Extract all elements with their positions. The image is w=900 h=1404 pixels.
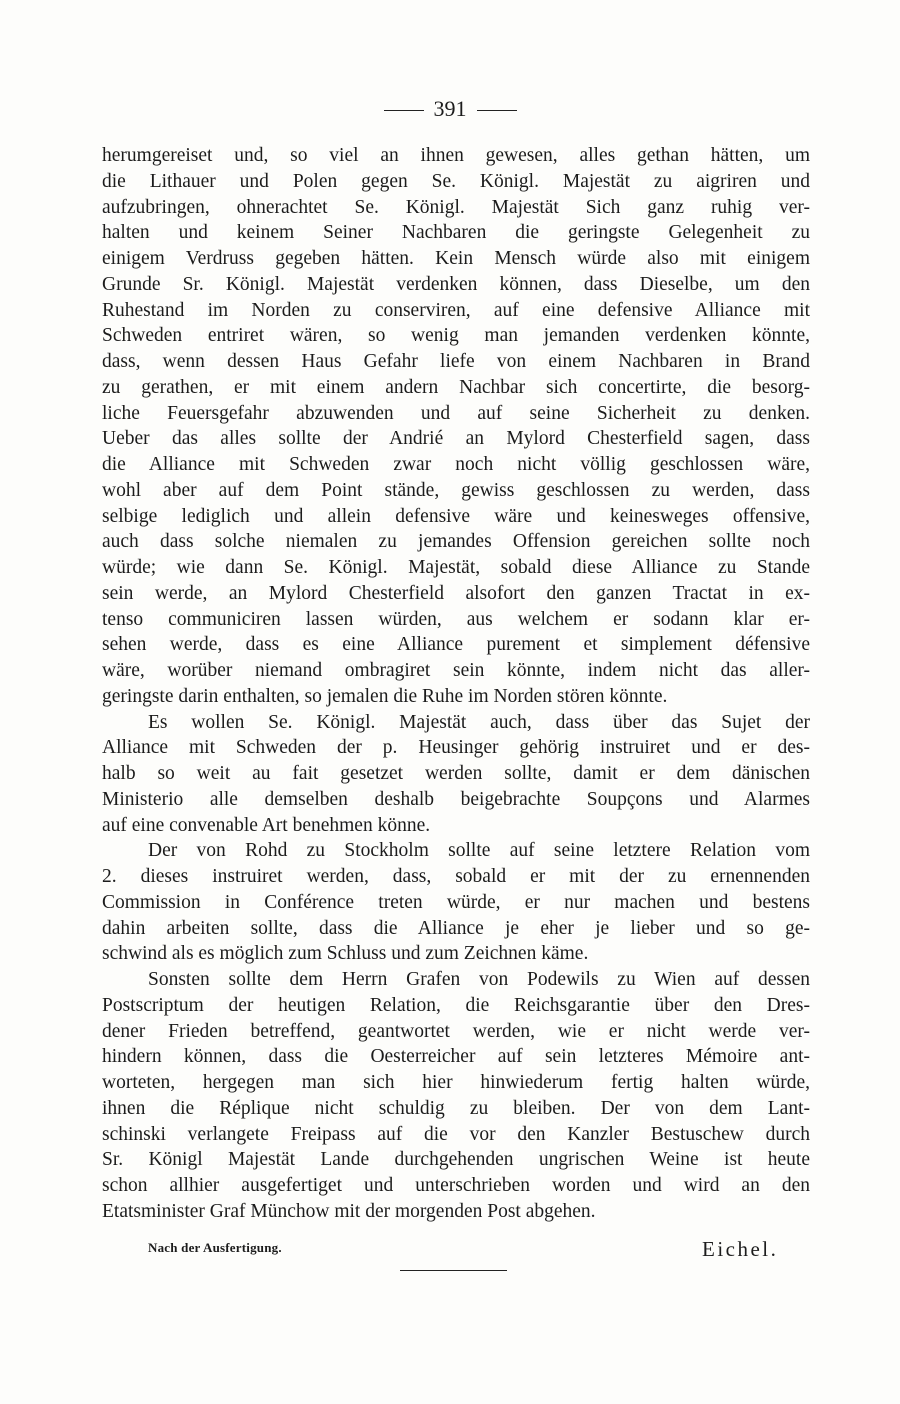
body-text	[102, 143, 810, 1225]
end-rule	[400, 1270, 507, 1271]
text-line: sehen werde, dass es eine Alliance purement et simplement défensive	[102, 634, 810, 656]
text-line: herumgereiset und, so viel an ihnen gewesen, alles gethan hätten, um	[102, 145, 810, 166]
text-line: auf eine convenable Art benehmen könne.	[102, 814, 431, 836]
text-line: Postscriptum der heutigen Relation, die Reichsgarantie über den Dres-	[102, 994, 810, 1016]
text-line: Schweden entriret wären, so wenig man jemanden verdenken könnte,	[102, 325, 810, 347]
text-line: halten und keinem Seiner Nachbaren die geringste Gelegenheit zu	[102, 222, 810, 244]
text-line: aufzubringen, ohnerachtet Se. Königl. Majestät Sich ganz ruhig ver-	[102, 196, 810, 218]
text-line: schon allhier ausgefertiget und unterschrieben worden und wird an den	[102, 1175, 810, 1196]
text-line: ihnen die Réplique nicht schuldig zu bleiben. Der von dem Lant-	[102, 1097, 810, 1119]
text-line: worteten, hergegen man sich hier hinwiederum fertig halten würde,	[102, 1072, 810, 1093]
header-dash-left	[384, 110, 424, 111]
text-line: Ueber das alles sollte der Andrié an Mylord Chesterfield sagen, dass	[102, 428, 810, 450]
text-line: Alliance mit Schweden der p. Heusinger gehörig instruiret und er des-	[102, 737, 810, 759]
text-line: wohl aber auf dem Point stände, gewiss geschlossen zu werden, dass	[102, 479, 810, 501]
text-line: selbige lediglich und allein defensive wäre und keinesweges offensive,	[102, 505, 810, 527]
text-line: Ministerio alle demselben deshalb beigebrachte Soupçons und Alarmes	[102, 788, 810, 810]
text-line: dass, wenn dessen Haus Gefahr liefe von einem Nachbaren in Brand	[102, 351, 810, 372]
text-line: Sr. Königl Majestät Lande durchgehenden ungrischen Weine ist heute	[102, 1149, 810, 1171]
text-line: schwind als es möglich zum Schluss und zum Zeichnen käme.	[102, 943, 589, 965]
text-line: dahin arbeiten sollte, dass die Alliance je eher je lieber und so ge-	[102, 917, 810, 939]
text-line: die Alliance mit Schweden zwar noch nicht völlig geschlossen wäre,	[102, 454, 810, 475]
text-line: Der von Rohd zu Stockholm sollte auf seine letztere Relation vom	[148, 840, 810, 862]
text-line: halb so weit au fait gesetzet werden sollte, damit er dem dänischen	[102, 763, 810, 784]
text-line: Etatsminister Graf Münchow mit der morgenden Post abgehen.	[102, 1200, 596, 1222]
text-line: einigem Verdruss gegeben hätten. Kein Mensch würde also mit einigem	[102, 248, 810, 269]
text-line: dener Frieden betreffend, geantwortet werden, wie er nicht werde ver-	[102, 1020, 810, 1042]
text-line: würde; wie dann Se. Königl. Majestät, sobald diese Alliance zu Stande	[102, 557, 810, 578]
text-line: 2. dieses instruiret werden, dass, sobald er mit der zu ernennenden	[102, 866, 810, 887]
text-line: Commission in Conférence treten würde, er nur machen und bestens	[102, 891, 810, 913]
header-dash-right	[477, 110, 517, 111]
page-footer	[0, 1237, 900, 1277]
text-line: Ruhestand im Norden zu conserviren, auf eine defensive Alliance mit	[102, 299, 810, 321]
text-line: Sonsten sollte dem Herrn Grafen von Podewils zu Wien auf dessen	[148, 969, 810, 990]
text-line: schinski verlangete Freipass auf die vor den Kanzler Bestuschew durch	[102, 1123, 810, 1145]
text-line: liche Feuersgefahr abzuwenden und auf seine Sicherheit zu denken.	[102, 402, 810, 424]
signature: Eichel.	[702, 1237, 779, 1261]
text-line: tenso communiciren lassen würden, aus welchem er sodann klar er-	[102, 608, 810, 630]
text-line: Es wollen Se. Königl. Majestät auch, dass über das Sujet der	[148, 711, 810, 733]
text-line: auch dass solche niemalen zu jemandes Offension gereichen sollte noch	[102, 531, 810, 553]
page-number: 391	[433, 96, 467, 121]
text-line: zu gerathen, er mit einem andern Nachbar sich concertirte, die besorg-	[102, 376, 810, 398]
text-line: Grunde Sr. Königl. Majestät verdenken können, dass Dieselbe, um den	[102, 273, 810, 295]
text-line: geringste darin enthalten, so jemalen die Ruhe im Norden stören könnte.	[102, 685, 668, 707]
text-line: wäre, worüber niemand ombragiret sein könnte, indem nicht das aller-	[102, 660, 810, 681]
page-header	[0, 96, 900, 122]
text-line: hindern können, dass die Oesterreicher auf sein letzteres Mémoire ant-	[102, 1046, 810, 1068]
text-line: sein werde, an Mylord Chesterfield alsofort den ganzen Tractat in ex-	[102, 582, 810, 604]
text-line: die Lithauer und Polen gegen Se. Königl. Majestät zu aigriren und	[102, 170, 810, 192]
source-note: Nach der Ausfertigung.	[148, 1240, 282, 1255]
